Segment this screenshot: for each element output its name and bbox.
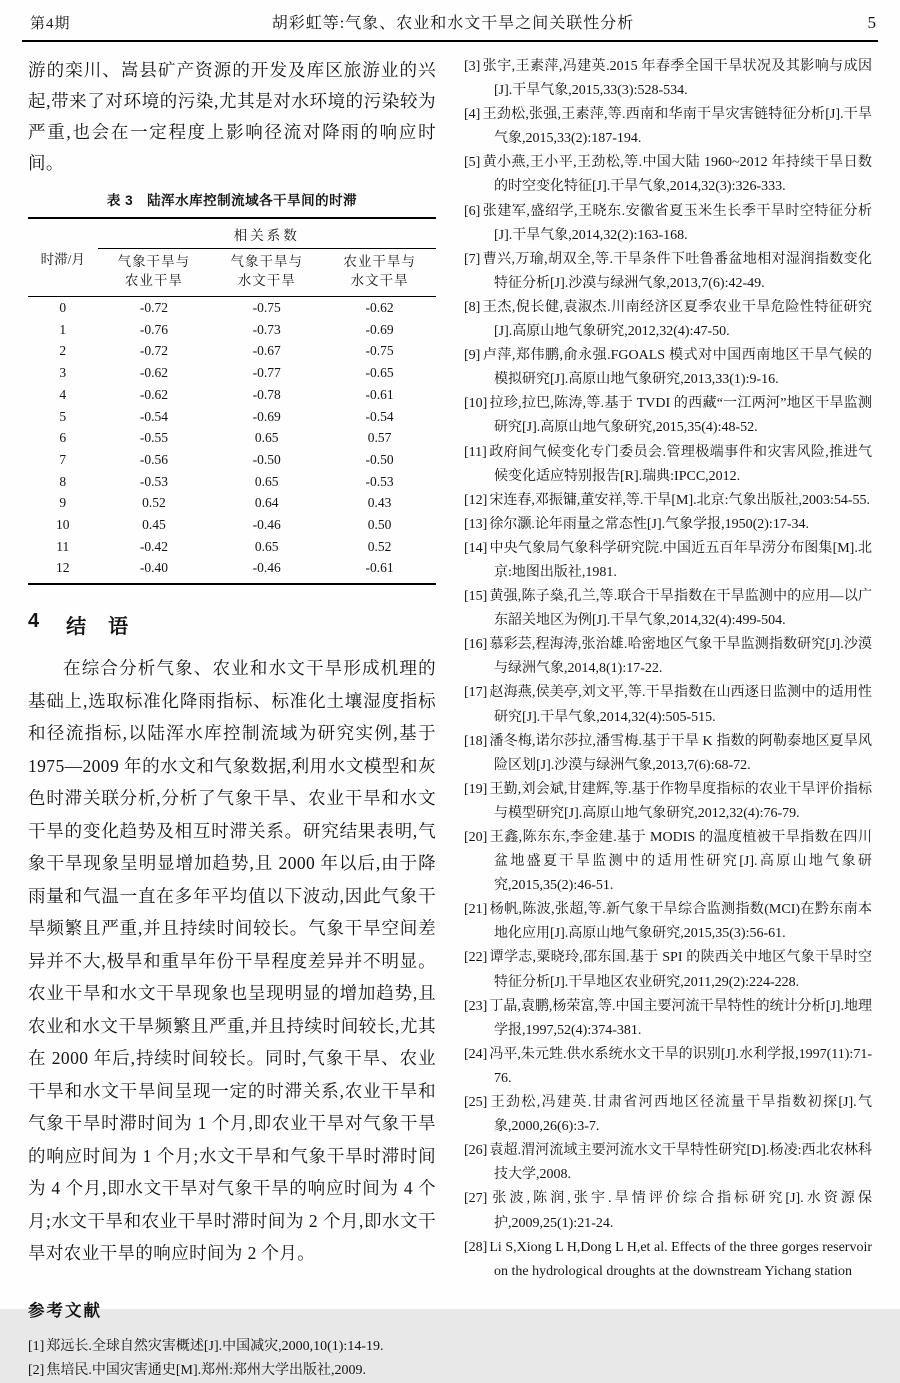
cell-lag: 0 bbox=[59, 300, 67, 315]
reference-number: [10] bbox=[464, 396, 488, 412]
reference-number: [9] bbox=[464, 348, 481, 364]
table-row bbox=[28, 362, 436, 384]
table-row bbox=[28, 449, 436, 471]
cell-agr-hyd: -0.69 bbox=[365, 321, 394, 337]
reference-number: [27] bbox=[464, 1191, 488, 1207]
running-head bbox=[0, 0, 900, 33]
section-title: 结 语 bbox=[66, 616, 130, 639]
cell-met-agr: -0.54 bbox=[139, 408, 168, 424]
reference-number: [26] bbox=[464, 1143, 488, 1159]
reference-number: [19] bbox=[464, 781, 488, 797]
reference-number: [25] bbox=[464, 1095, 488, 1111]
reference-text: 宋连春,邓振镛,董安祥,等.干旱[M].北京:气象出版社,2003:54-55. bbox=[489, 492, 871, 508]
cell-lag: 3 bbox=[59, 365, 67, 381]
reference-number: [5] bbox=[464, 155, 481, 171]
cell-met-agr: -0.72 bbox=[139, 300, 168, 315]
column-header-line1: 气象干旱与 bbox=[230, 254, 303, 269]
left-column bbox=[28, 55, 436, 1383]
reference-number: [8] bbox=[464, 299, 481, 315]
cell-agr-hyd: -0.65 bbox=[365, 365, 394, 381]
reference-text: 政府间气候变化专门委员会.管理极端事件和灾害风险,推进气候变化适应特别报告[R].瑞典:IPCC,2012. bbox=[488, 444, 872, 484]
reference-entry bbox=[464, 633, 872, 681]
table-row bbox=[28, 557, 436, 584]
table-row bbox=[28, 384, 436, 406]
cell-agr-hyd: 0.43 bbox=[367, 495, 392, 511]
section-number: 4 bbox=[28, 610, 41, 633]
table-row bbox=[28, 492, 436, 514]
cell-met-hyd: -0.67 bbox=[252, 343, 281, 359]
cell-met-hyd: -0.46 bbox=[252, 560, 281, 576]
reference-text: 张建军,盛绍学,王晓东.安徽省夏玉米生长季干旱时空特征分析[J].干旱气象,2014,32(2):163-168. bbox=[482, 203, 872, 243]
reference-number: [20] bbox=[464, 830, 488, 845]
cell-agr-hyd: -0.53 bbox=[365, 473, 394, 489]
cell-lag: 11 bbox=[56, 538, 70, 554]
cell-met-hyd: -0.46 bbox=[252, 517, 281, 533]
table-header-lag: 时滞/月 bbox=[28, 218, 98, 297]
reference-text: 赵海燕,侯美亭,刘文平,等.干旱指数在山西逐日监测中的适用性研究[J].干旱气象,2014,32(4):505-515. bbox=[489, 685, 872, 725]
reference-text: 徐尔灏.论年雨量之常态性[J].气象学报,1950(2):17-34. bbox=[489, 516, 809, 532]
reference-entry bbox=[464, 1091, 872, 1139]
column-header-line2: 水文干旱 bbox=[350, 273, 409, 288]
table-row bbox=[28, 514, 436, 536]
reference-entry bbox=[464, 441, 872, 489]
cell-met-agr: -0.55 bbox=[139, 430, 168, 446]
table-head bbox=[28, 218, 436, 297]
cell-agr-hyd: -0.62 bbox=[365, 300, 394, 315]
cell-agr-hyd: 0.52 bbox=[367, 538, 392, 554]
cell-met-hyd: 0.65 bbox=[254, 538, 279, 554]
cell-agr-hyd: 0.57 bbox=[367, 430, 392, 446]
cell-agr-hyd: -0.54 bbox=[365, 408, 394, 424]
table-column-header bbox=[98, 249, 211, 297]
running-title: 胡彩虹等:气象、农业和水文干旱之间关联性分析 bbox=[271, 15, 635, 32]
cell-met-agr: -0.62 bbox=[139, 386, 168, 402]
column-header-line2: 水文干旱 bbox=[237, 273, 296, 288]
reference-number: [14] bbox=[464, 540, 488, 556]
reference-entry bbox=[464, 946, 872, 994]
cell-met-agr: 0.45 bbox=[142, 517, 166, 533]
reference-text: 王劲松,张强,王素萍,等.西南和华南干旱灾害链特征分析[J].干旱气象,2015,33(2):187-194. bbox=[482, 107, 872, 147]
issue-label: 第4期 bbox=[30, 16, 71, 32]
reference-entry bbox=[464, 826, 872, 898]
table-row bbox=[28, 536, 436, 558]
reference-entry bbox=[464, 513, 872, 537]
reference-number: [12] bbox=[464, 492, 488, 508]
reference-entry bbox=[464, 392, 872, 440]
column-header-line1: 农业干旱与 bbox=[343, 254, 416, 269]
reference-number: [3] bbox=[464, 59, 481, 74]
reference-text: 黄强,陈子燊,孔兰,等.联合干旱指数在干旱监测中的应用—以广东韶关地区为例[J].干旱气象,2014,32(4):499-504. bbox=[489, 589, 872, 629]
reference-number: [17] bbox=[464, 685, 488, 701]
reference-entry bbox=[464, 537, 872, 585]
reference-entry bbox=[464, 55, 872, 103]
cell-met-agr: -0.62 bbox=[139, 365, 168, 381]
reference-entry bbox=[464, 898, 872, 946]
reference-text: 中央气象局气象科学研究院.中国近五百年旱涝分布图集[M].北京:地图出版社,1981. bbox=[489, 540, 872, 580]
reference-number: [7] bbox=[464, 251, 481, 267]
cell-lag: 8 bbox=[59, 473, 67, 489]
table-caption: 表 3 陆浑水库控制流域各干旱间的时滞 bbox=[106, 193, 358, 208]
reference-text: 张波,陈润,张宇.旱情评价综合指标研究[J].水资源保护,2009,25(1):21-24. bbox=[489, 1191, 872, 1231]
reference-text: 王劲松,冯建英.甘肃省河西地区径流量干旱指数初探[J].气象,2000,26(6):3-7. bbox=[489, 1095, 872, 1135]
reference-text: 慕彩芸,程海涛,张治雄.哈密地区气象干旱监测指数研究[J].沙漠与绿洲气象,2014,8(1):17-22. bbox=[489, 637, 872, 677]
reference-number: [18] bbox=[464, 733, 488, 749]
table-row bbox=[28, 471, 436, 493]
cell-agr-hyd: -0.61 bbox=[365, 386, 394, 402]
table-row bbox=[28, 406, 436, 428]
reference-text: 王杰,倪长健,袁淑杰.川南经济区夏季农业干旱危险性特征研究[J].高原山地气象研究,2012,32(4):47-50. bbox=[482, 299, 872, 340]
cell-agr-hyd: 0.50 bbox=[367, 517, 392, 533]
reference-text: 丁晶,袁鹏,杨荣富,等.中国主要河流干旱特性的统计分析[J].地理学报,1997,52(4):374-381. bbox=[489, 998, 872, 1038]
cell-lag: 7 bbox=[59, 451, 67, 467]
reference-entry bbox=[464, 585, 872, 633]
reference-number: [2] bbox=[28, 1362, 45, 1378]
reference-entry bbox=[464, 995, 872, 1043]
cell-met-hyd: -0.75 bbox=[252, 300, 281, 315]
cell-lag: 9 bbox=[59, 495, 67, 511]
reference-number: [13] bbox=[464, 516, 488, 532]
cell-lag: 1 bbox=[59, 321, 67, 337]
two-column-layout bbox=[0, 42, 900, 1383]
column-header-line1: 气象干旱与 bbox=[117, 254, 191, 269]
table-row bbox=[28, 319, 436, 341]
reference-text: 郑远长.全球自然灾害概述[J].中国减灾,2000,10(1):14-19. bbox=[46, 1338, 384, 1354]
cell-met-agr: -0.56 bbox=[139, 451, 168, 467]
reference-entry bbox=[464, 489, 872, 513]
cell-lag: 4 bbox=[59, 386, 67, 402]
cell-met-hyd: -0.69 bbox=[252, 408, 281, 424]
cell-met-hyd: -0.50 bbox=[252, 451, 281, 467]
reference-text: 张宇,王素萍,冯建英.2015 年春季全国干旱状况及其影响与成因[J].干旱气象,2015,33(3):528-534. bbox=[482, 59, 872, 99]
table-block bbox=[28, 189, 436, 585]
cell-met-agr: -0.72 bbox=[139, 343, 168, 359]
reference-text: 冯平,朱元甡.供水系统水文干旱的识别[J].水利学报,1997(11):71-76. bbox=[489, 1046, 872, 1086]
cell-met-hyd: -0.73 bbox=[252, 321, 281, 337]
reference-entry bbox=[28, 1335, 436, 1359]
page-number: 5 bbox=[867, 13, 876, 32]
table-body bbox=[28, 297, 436, 585]
reference-number: [11] bbox=[464, 444, 487, 460]
table-spanner-row bbox=[28, 218, 436, 249]
reference-number: [15] bbox=[464, 589, 488, 605]
references-heading: 参考文献 bbox=[28, 1301, 102, 1320]
reference-number: [6] bbox=[464, 203, 481, 219]
reference-text: 潘冬梅,诺尔莎拉,潘雪梅.基于干旱 K 指数的阿勒泰地区夏旱风险区划[J].沙漠与绿洲气象,2013,7(6):68-72. bbox=[489, 733, 872, 773]
reference-entry bbox=[464, 681, 872, 729]
reference-number: [22] bbox=[464, 950, 488, 966]
cell-agr-hyd: -0.50 bbox=[365, 451, 394, 467]
reference-text: 曹兴,万瑜,胡双全,等.干旱条件下吐鲁番盆地相对湿润指数变化特征分析[J].沙漠与绿洲气象,2013,7(6):42-49. bbox=[482, 251, 872, 291]
reference-entry bbox=[464, 778, 872, 826]
cell-met-agr: -0.42 bbox=[139, 538, 168, 554]
cell-lag: 6 bbox=[59, 430, 67, 446]
table-row bbox=[28, 427, 436, 449]
cell-met-agr: 0.52 bbox=[142, 495, 166, 511]
reference-text: 王勤,刘会斌,甘建辉,等.基于作物旱度指标的农业干旱评价指标与模型研究[J].高原山地气象研究,2012,32(4):76-79. bbox=[489, 781, 872, 821]
cell-agr-hyd: -0.61 bbox=[365, 560, 394, 576]
lag-correlation-table bbox=[28, 217, 436, 585]
cell-met-agr: -0.76 bbox=[139, 321, 168, 337]
reference-number: [28] bbox=[464, 1239, 488, 1255]
reference-text: 卢萍,郑伟鹏,俞永强.FGOALS 模式对中国西南地区干旱气候的模拟研究[J].高原山地气象研究,2013,33(1):9-16. bbox=[482, 348, 872, 388]
cell-met-hyd: 0.65 bbox=[254, 430, 279, 446]
intro-paragraph: 游的栾川、嵩县矿产资源的开发及库区旅游业的兴起,带来了对环境的污染,尤其是对水环境的污染较为严重,也会在一定程度上影响径流对降雨的响应时间。 bbox=[28, 60, 436, 173]
reference-entry bbox=[464, 1139, 872, 1187]
reference-entry bbox=[28, 1359, 436, 1383]
reference-number: [24] bbox=[464, 1046, 488, 1062]
column-header-line2: 农业干旱 bbox=[124, 273, 183, 288]
reference-text: 杨帆,陈波,张超,等.新气象干旱综合监测指数(MCI)在黔东南本地化应用[J].高原山地气象研究,2015,35(3):56-61. bbox=[489, 902, 872, 942]
reference-entry bbox=[464, 248, 872, 296]
reference-entry bbox=[464, 151, 872, 199]
cell-lag: 5 bbox=[59, 408, 67, 424]
cell-agr-hyd: -0.75 bbox=[365, 343, 394, 359]
cell-met-hyd: -0.78 bbox=[252, 386, 281, 402]
reference-number: [21] bbox=[464, 902, 488, 918]
reference-text: Li S,Xiong L H,Dong L H,et al. Effects of the three gorges reservoir on the hydrological droughts at the downstream Yichang station bbox=[489, 1239, 872, 1279]
cell-lag: 2 bbox=[59, 343, 67, 359]
cell-met-hyd: 0.64 bbox=[254, 495, 279, 511]
reference-entry bbox=[464, 730, 872, 778]
reference-entry bbox=[464, 344, 872, 392]
section-heading bbox=[28, 610, 436, 639]
reference-text: 焦培民.中国灾害通史[M].郑州:郑州大学出版社,2009. bbox=[46, 1362, 366, 1378]
cell-met-hyd: 0.65 bbox=[254, 473, 279, 489]
table-column-header bbox=[210, 249, 323, 297]
reference-number: [23] bbox=[464, 998, 488, 1014]
reference-number: [16] bbox=[464, 637, 488, 653]
table-header-spanner: 相关系数 bbox=[98, 218, 437, 249]
cell-lag: 10 bbox=[56, 517, 70, 533]
reference-number: [1] bbox=[28, 1338, 45, 1354]
reference-number: [4] bbox=[464, 107, 481, 123]
cell-met-agr: -0.53 bbox=[139, 473, 168, 489]
references-list-left bbox=[28, 1335, 436, 1383]
reference-text: 谭学志,粟晓玲,邵东国.基于 SPI 的陕西关中地区气象干旱时空特征分析[J].干旱地区农业研究,2011,29(2):224-228. bbox=[489, 950, 872, 990]
reference-text: 袁超.渭河流域主要河流水文干旱特性研究[D].杨凌:西北农林科技大学,2008. bbox=[489, 1143, 872, 1183]
table-row bbox=[28, 340, 436, 362]
cell-met-hyd: -0.77 bbox=[252, 365, 281, 381]
right-column bbox=[464, 55, 872, 1383]
references-list-right bbox=[464, 55, 872, 1284]
conclusion-paragraph: 在综合分析气象、农业和水文干旱形成机理的基础上,选取标准化降雨指标、标准化土壤湿度指标和径流指标,以陆浑水库控制流域为研究实例,基于 1975—2009 年的水文和气象数据,利用水文模型和灰色时滞关联分析,分析了气象干旱、农业干旱和水文干旱的变化趋势及相互时滞关系。研究结果表明,气象干旱现象呈明显增加趋势,且 2000 年以后,由于降雨量和气温一直在多年平均值以下波动,因此气象干旱频繁且严重,并且持续时间较长。气象干旱空间差异并不大,极旱和重旱年份干旱程度差异并不明显。农业干旱和水文干旱现象也呈现明显的增加趋势,且农业和水文干旱频繁且严重,并且持续时间较长,尤其在 2000 年后,持续时间较长。同时,气象干旱、农业干旱和水文干旱间呈现一定的时滞关系,农业干旱和气象干旱时滞时间为 1 个月,即农业干旱对气象干旱的响应时间为 1 个月;水文干旱和气象干旱时滞时间为 4 个月,即水文干旱对气象干旱的响应时间为 4 个月;水文干旱和农业干旱时滞时间为 2 个月,即水文干旱对农业干旱的响应时间为 2 个月。 bbox=[28, 658, 436, 1264]
table-column-header bbox=[323, 249, 436, 297]
cell-met-agr: -0.40 bbox=[139, 560, 168, 576]
reference-entry bbox=[464, 200, 872, 248]
reference-entry bbox=[464, 296, 872, 344]
reference-entry bbox=[464, 1236, 872, 1284]
reference-entry bbox=[464, 1187, 872, 1235]
reference-entry bbox=[464, 1043, 872, 1091]
reference-text: 拉珍,拉巴,陈涛,等.基于 TVDI 的西藏“一江两河”地区干旱监测研究[J].高原山地气象研究,2015,35(4):48-52. bbox=[489, 396, 872, 436]
reference-text: 黄小燕,王小平,王劲松,等.中国大陆 1960~2012 年持续干旱日数的时空变化特征[J].干旱气象,2014,32(3):326-333. bbox=[482, 155, 872, 195]
reference-entry bbox=[464, 103, 872, 151]
cell-lag: 12 bbox=[56, 560, 70, 576]
table-row bbox=[28, 297, 436, 319]
reference-text: 王鑫,陈东东,李金建.基于 MODIS 的温度植被干旱指数在四川盆地盛夏干旱监测中的适用性研究[J].高原山地气象研究,2015,35(2):46-51. bbox=[489, 830, 872, 894]
